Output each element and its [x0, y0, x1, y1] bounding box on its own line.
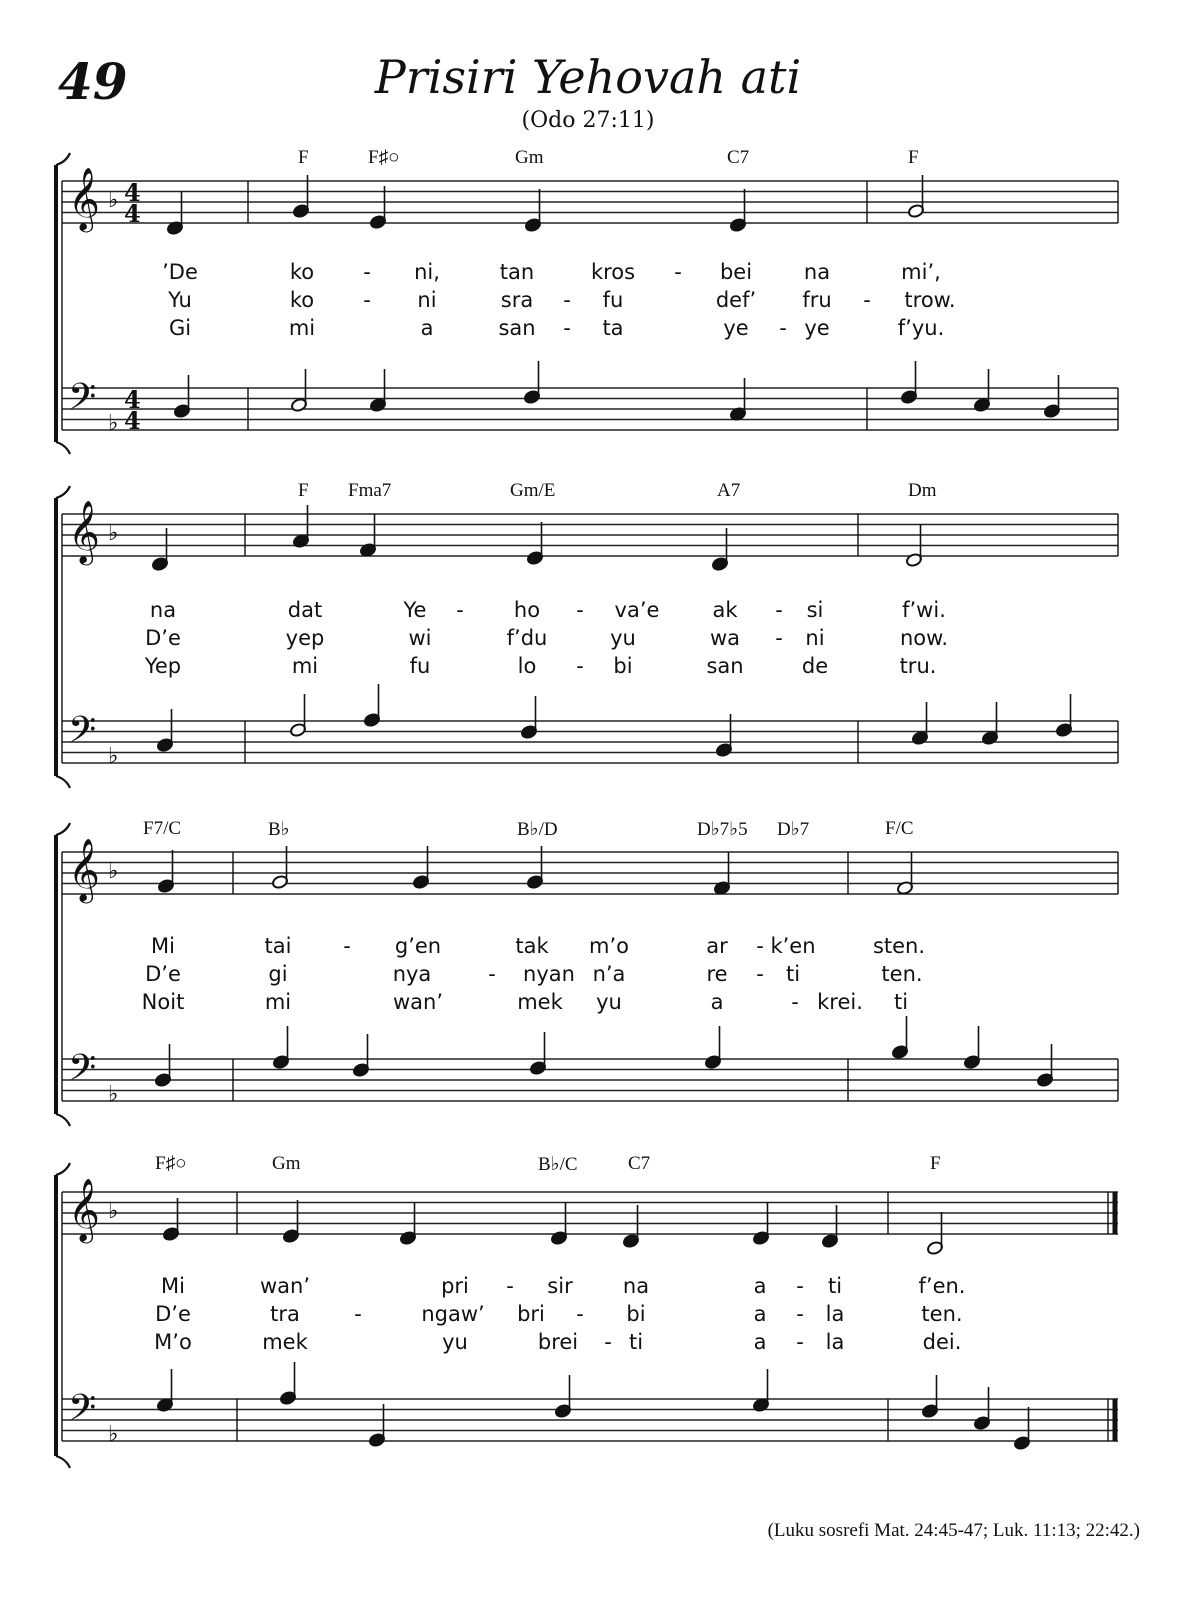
lyric-verse-3-syllable: brei	[537, 1330, 579, 1354]
lyric-verse-2-syllable: -	[756, 962, 764, 986]
lyric-verse-3-syllable: -	[563, 316, 571, 340]
lyric-verse-2-syllable: yu	[610, 626, 636, 650]
lyric-verse-1-syllable: mi’,	[901, 260, 941, 284]
chord-symbol: F	[908, 147, 919, 168]
lyric-verse-3-syllable: tru.	[899, 654, 937, 678]
lyric-verse-1-syllable: g’en	[394, 934, 442, 958]
lyric-verse-1-syllable: f’en.	[918, 1274, 966, 1298]
key-flat-icon: ♭	[108, 188, 119, 213]
lyric-verse-2-syllable: -	[354, 1302, 362, 1326]
key-flat-icon: ♭	[108, 744, 119, 769]
lyric-verse-2-syllable: -	[863, 288, 871, 312]
lyric-verse-3-syllable: de	[801, 654, 829, 678]
chord-symbol: Gm	[272, 1153, 301, 1174]
lyric-verse-2-syllable: -	[775, 626, 783, 650]
lyric-verse-2-syllable: -	[488, 962, 496, 986]
bracket-top-hook	[56, 153, 70, 165]
lyric-verse-1-syllable: -	[775, 598, 783, 622]
lyric-verse-3-syllable: -	[796, 1330, 804, 1354]
chord-symbol: F♯○	[368, 147, 400, 168]
lyric-verse-1-syllable: tak	[515, 934, 549, 958]
treble-clef-icon: 𝄞	[68, 838, 100, 901]
lyric-verse-2-syllable: def’	[715, 288, 757, 312]
lyric-verse-1-syllable: -	[576, 598, 584, 622]
bracket-top-hook	[56, 486, 70, 498]
key-flat-icon: ♭	[108, 1422, 119, 1447]
lyric-verse-1-syllable: -	[756, 934, 764, 958]
treble-clef-icon: 𝄞	[68, 1178, 100, 1241]
chord-symbol: B♭	[268, 819, 290, 840]
lyric-verse-1-syllable: si	[806, 598, 824, 622]
lyric-verse-2-syllable: sra	[500, 288, 534, 312]
lyric-verse-1-syllable: ti	[827, 1274, 843, 1298]
chord-symbol: C7	[628, 1153, 651, 1174]
lyric-verse-2-syllable: la	[825, 1302, 845, 1326]
lyric-verse-1-syllable: Mi	[161, 1274, 185, 1298]
lyric-verse-3-syllable: f’yu.	[897, 316, 945, 340]
lyric-verse-1-syllable: na	[803, 260, 831, 284]
lyric-verse-1-syllable: -	[363, 260, 371, 284]
scripture-reference: (Odo 27:11)	[521, 108, 655, 133]
lyric-verse-1-syllable: -	[674, 260, 682, 284]
lyric-verse-1-syllable: -	[456, 598, 464, 622]
lyric-verse-2-syllable: ten.	[881, 962, 923, 986]
lyric-verse-1-syllable: na	[149, 598, 177, 622]
lyric-verse-1-syllable: tai	[264, 934, 292, 958]
chord-symbol: Dm	[908, 480, 937, 501]
lyric-verse-1-syllable: m’o	[589, 934, 629, 958]
chord-symbol: D♭7	[777, 819, 810, 840]
lyric-verse-2-syllable: nyan	[523, 962, 575, 986]
chord-symbol: Gm/E	[510, 480, 556, 501]
lyric-verse-3-syllable: -	[779, 316, 787, 340]
lyric-verse-3-syllable: Yep	[144, 654, 182, 678]
chord-symbol: Gm	[515, 147, 544, 168]
lyric-verse-1-syllable: ho	[513, 598, 541, 622]
lyric-verse-3-syllable: wan’	[392, 990, 444, 1014]
lyric-verse-3-syllable: ta	[602, 316, 624, 340]
lyric-verse-1-syllable: -	[796, 1274, 804, 1298]
treble-clef-icon: 𝄞	[68, 500, 100, 563]
lyric-verse-3-syllable: mek	[517, 990, 563, 1014]
bracket-bottom-hook	[56, 1456, 70, 1468]
lyric-verse-2-syllable: fru	[802, 288, 832, 312]
lyric-verse-1-syllable: ni,	[414, 260, 440, 284]
lyric-verse-3-syllable: ti	[893, 990, 909, 1014]
lyric-verse-3-syllable: yu	[596, 990, 622, 1014]
hymn-title: Prisiri Yehovah ati	[374, 50, 802, 104]
lyric-verse-2-syllable: Yu	[168, 288, 192, 312]
lyric-verse-3-syllable: fu	[409, 654, 431, 678]
lyric-verse-2-syllable: wi	[408, 626, 432, 650]
lyric-verse-2-syllable: D’e	[145, 626, 181, 650]
lyric-verse-1-syllable: pri	[441, 1274, 469, 1298]
lyric-verse-1-syllable: sir	[547, 1274, 573, 1298]
lyric-verse-3-syllable: M’o	[154, 1330, 192, 1354]
lyric-verse-3-syllable: -	[791, 990, 799, 1014]
lyric-verse-3-syllable: -	[576, 654, 584, 678]
bass-clef-icon: 𝄢	[68, 1387, 97, 1438]
lyric-verse-2-syllable: ngaw’	[421, 1302, 485, 1326]
lyric-verse-2-syllable: bi	[626, 1302, 646, 1326]
lyric-verse-2-syllable: gi	[268, 962, 288, 986]
bracket-top-hook	[56, 1163, 70, 1175]
lyric-verse-2-syllable: ko	[289, 288, 315, 312]
lyric-verse-2-syllable: f’du	[506, 626, 548, 650]
lyric-verse-2-syllable: yep	[285, 626, 325, 650]
lyric-verse-3-syllable: lo	[517, 654, 537, 678]
lyric-verse-1-syllable: Ye	[403, 598, 427, 622]
treble-clef-icon: 𝄞	[68, 167, 100, 230]
time-signature-bottom: 4	[124, 406, 141, 435]
lyric-verse-2-syllable: a	[753, 1302, 767, 1326]
lyric-verse-1-syllable: dat	[287, 598, 323, 622]
key-flat-icon: ♭	[108, 859, 119, 884]
lyric-verse-2-syllable: tra	[270, 1302, 300, 1326]
lyric-verse-3-syllable: dei.	[922, 1330, 962, 1354]
lyric-verse-3-syllable: san	[706, 654, 744, 678]
chord-symbol: C7	[727, 147, 750, 168]
footnote-references: (Luku sosrefi Mat. 24:45-47; Luk. 11:13; 22:42.)	[767, 1520, 1140, 1541]
lyric-verse-1-syllable: va’e	[614, 598, 660, 622]
lyric-verse-1-syllable: na	[622, 1274, 650, 1298]
chord-symbol: F	[298, 147, 309, 168]
key-flat-icon: ♭	[108, 1082, 119, 1107]
key-flat-icon: ♭	[108, 521, 119, 546]
lyric-verse-2-syllable: -	[563, 288, 571, 312]
bracket-top-hook	[56, 823, 70, 835]
lyric-verse-3-syllable: -	[604, 1330, 612, 1354]
chord-symbol: F	[930, 1153, 941, 1174]
lyric-verse-1-syllable: ak	[712, 598, 738, 622]
chord-symbol: F/C	[885, 818, 914, 839]
lyric-verse-3-syllable: Noit	[141, 990, 185, 1014]
lyric-verse-2-syllable: ni	[805, 626, 825, 650]
lyric-verse-3-syllable: yu	[442, 1330, 468, 1354]
lyric-verse-3-syllable: mi	[291, 654, 319, 678]
lyric-verse-3-syllable: a	[420, 316, 434, 340]
time-signature-bottom: 4	[124, 199, 141, 228]
lyric-verse-1-syllable: wan’	[259, 1274, 311, 1298]
bass-clef-icon: 𝄢	[68, 376, 97, 427]
chord-symbol: F	[298, 480, 309, 501]
lyric-verse-2-syllable: ten.	[921, 1302, 963, 1326]
bracket-bottom-hook	[56, 442, 70, 454]
lyric-verse-3-syllable: mek	[262, 1330, 308, 1354]
lyric-verse-1-syllable: -	[506, 1274, 514, 1298]
lyric-verse-1-syllable: k’en	[770, 934, 816, 958]
lyric-verse-3-syllable: Gi	[168, 316, 192, 340]
chord-symbol: Fma7	[348, 480, 392, 501]
bracket-bottom-hook	[56, 776, 70, 788]
lyric-verse-2-syllable: -	[796, 1302, 804, 1326]
time-signature-top: 4	[124, 385, 141, 414]
lyric-verse-2-syllable: D’e	[145, 962, 181, 986]
bracket-bottom-hook	[56, 1114, 70, 1126]
lyric-verse-1-syllable: ar	[706, 934, 728, 958]
hymn-number: 49	[58, 52, 128, 111]
lyric-verse-2-syllable: trow.	[904, 288, 956, 312]
lyric-verse-1-syllable: f’wi.	[902, 598, 946, 622]
lyric-verse-3-syllable: krei.	[817, 990, 863, 1014]
lyric-verse-2-syllable: wa	[709, 626, 741, 650]
lyric-verse-3-syllable: ti	[628, 1330, 644, 1354]
chord-symbol: D♭7♭5	[697, 819, 748, 840]
lyric-verse-1-syllable: Mi	[151, 934, 175, 958]
lyric-verse-3-syllable: ye	[723, 316, 749, 340]
lyric-verse-1-syllable: kros	[590, 260, 636, 284]
lyric-verse-2-syllable: fu	[602, 288, 624, 312]
lyric-verse-2-syllable: ni	[417, 288, 437, 312]
lyric-verse-3-syllable: ye	[804, 316, 830, 340]
lyric-verse-3-syllable: a	[753, 1330, 767, 1354]
lyric-verse-2-syllable: D’e	[155, 1302, 191, 1326]
lyric-verse-1-syllable: a	[753, 1274, 767, 1298]
lyric-verse-2-syllable: nya	[392, 962, 432, 986]
chord-symbol: F7/C	[143, 818, 182, 839]
lyric-verse-3-syllable: la	[825, 1330, 845, 1354]
key-flat-icon: ♭	[108, 1199, 119, 1224]
lyric-verse-2-syllable: now.	[899, 626, 949, 650]
chord-symbol: B♭/D	[517, 819, 558, 840]
lyric-verse-2-syllable: re	[706, 962, 728, 986]
lyric-verse-3-syllable: a	[710, 990, 724, 1014]
key-flat-icon: ♭	[108, 411, 119, 436]
lyric-verse-3-syllable: san	[498, 316, 536, 340]
chord-symbol: B♭/C	[538, 1154, 578, 1175]
lyric-verse-3-syllable: mi	[288, 316, 316, 340]
chord-symbol: A7	[717, 480, 741, 501]
lyric-verse-1-syllable: tan	[499, 260, 535, 284]
lyric-verse-2-syllable: bri	[517, 1302, 545, 1326]
lyric-verse-1-syllable: -	[343, 934, 351, 958]
time-signature-top: 4	[124, 178, 141, 207]
lyric-verse-2-syllable: -	[363, 288, 371, 312]
lyric-verse-2-syllable: n’a	[592, 962, 626, 986]
bass-clef-icon: 𝄢	[68, 1047, 97, 1098]
bass-clef-icon: 𝄢	[68, 709, 97, 760]
chord-symbol: F♯○	[155, 1153, 187, 1174]
lyric-verse-3-syllable: mi	[264, 990, 292, 1014]
lyric-verse-1-syllable: ’De	[162, 260, 198, 284]
lyric-verse-1-syllable: bei	[719, 260, 753, 284]
lyric-verse-1-syllable: ko	[289, 260, 315, 284]
lyric-verse-1-syllable: sten.	[872, 934, 926, 958]
lyric-verse-3-syllable: bi	[613, 654, 633, 678]
lyric-verse-2-syllable: -	[576, 1302, 584, 1326]
lyric-verse-2-syllable: ti	[785, 962, 801, 986]
